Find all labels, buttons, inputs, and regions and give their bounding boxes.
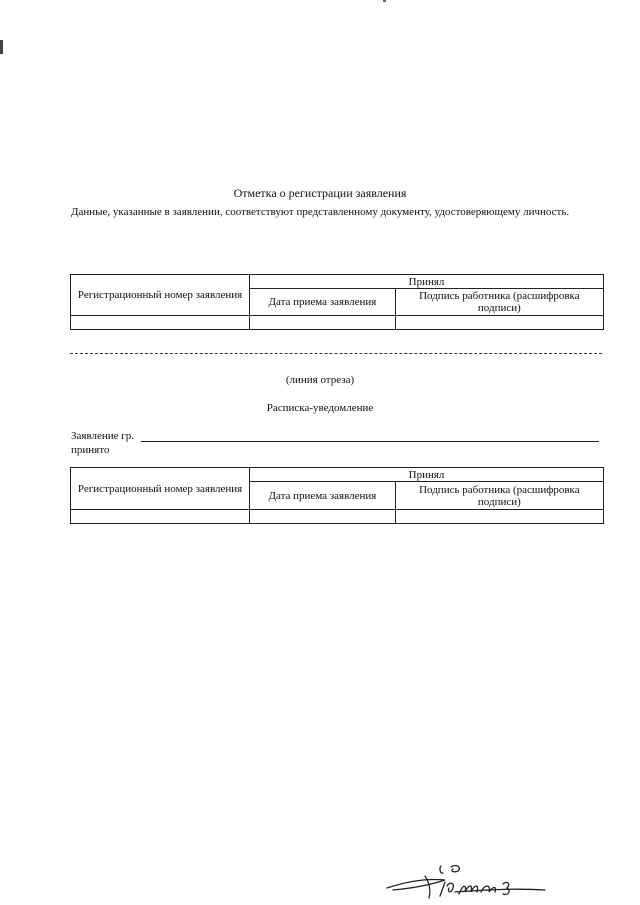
scan-dot [383, 0, 386, 2]
reg-number-cell[interactable] [71, 510, 250, 524]
reg-number-cell[interactable] [71, 316, 250, 330]
date-cell[interactable] [250, 510, 396, 524]
reg-number-header: Регистрационный номер заявления [71, 468, 250, 510]
cut-line-label: (линия отреза) [285, 374, 355, 386]
signature-header: Подпись работника (расшифровка подписи) [395, 289, 603, 316]
statement-label: Заявление гр. [71, 430, 135, 442]
receipt-table [70, 467, 604, 524]
date-header: Дата приема заявления [250, 482, 396, 510]
receipt-title: Расписка-уведомление [266, 402, 374, 414]
intro-paragraph: Данные, указанные в заявлении, соответствуют представленному документу, удостоверяющему личность. [71, 206, 570, 218]
registration-table [70, 274, 604, 330]
accepted-label: принято [71, 444, 110, 456]
date-cell[interactable] [250, 316, 396, 330]
cut-line [70, 353, 602, 354]
reg-number-header: Регистрационный номер заявления [71, 275, 250, 316]
signature-cell[interactable] [395, 510, 603, 524]
applicant-name-line[interactable] [141, 441, 599, 442]
handwritten-signature [385, 858, 555, 900]
date-header: Дата приема заявления [250, 289, 396, 316]
page-title: Отметка о регистрации заявления [233, 186, 407, 200]
signature-cell[interactable] [395, 316, 603, 330]
scan-edge-mark [0, 40, 3, 54]
accepted-group-header: Принял [250, 468, 604, 482]
accepted-group-header: Принял [250, 275, 604, 289]
signature-header: Подпись работника (расшифровка подписи) [395, 482, 603, 510]
